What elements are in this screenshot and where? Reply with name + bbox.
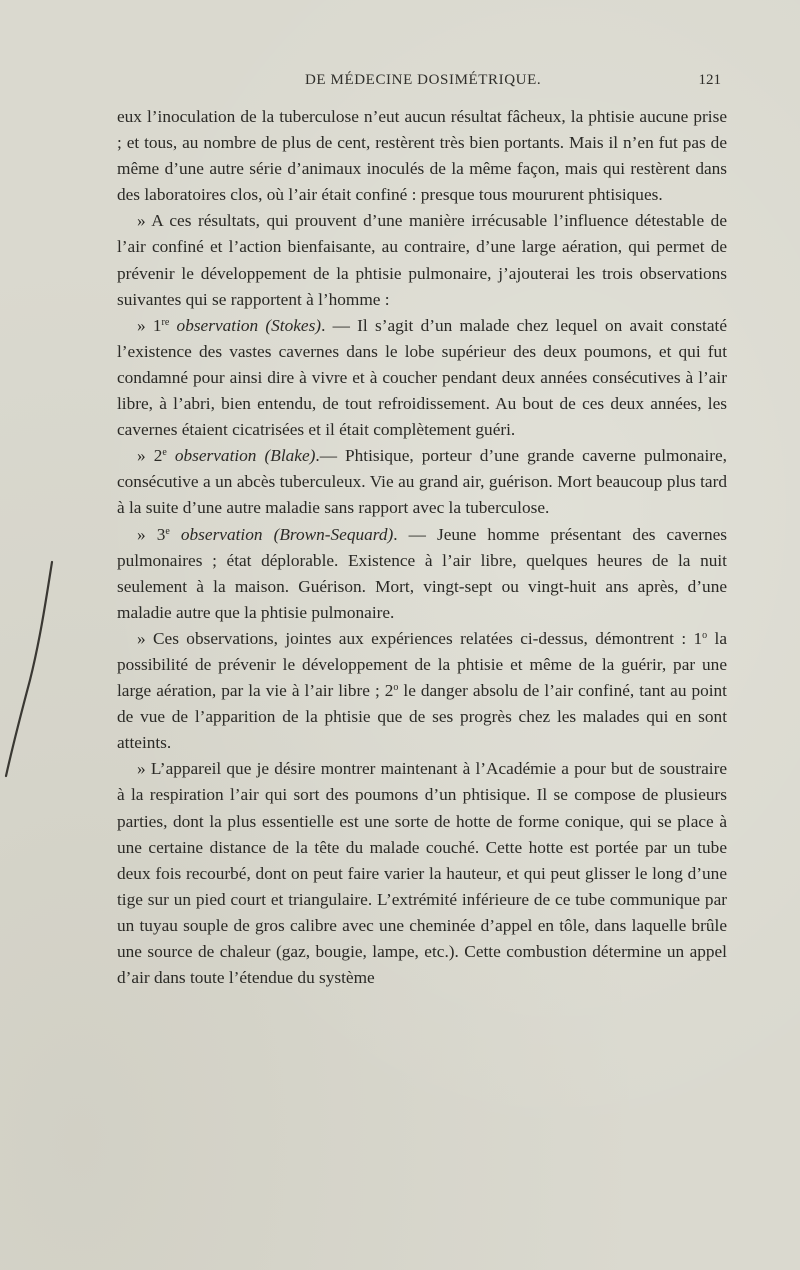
paragraph-observation-3 [117,522,727,626]
observation-3-author: (Brown-Sequard) [273,524,394,544]
observation-3-title: observation [169,524,263,544]
conclusions-part-a: » Ces observations, jointes aux expériences relatées ci-dessus, démontrent : 1 [137,628,703,648]
body-text [117,104,727,991]
observation-3-space [263,525,274,544]
observation-2-title: observation [166,446,257,466]
observation-2-author: (Blake) [264,446,316,466]
observation-1-title: observation [169,315,259,335]
running-head [117,72,725,94]
observation-3-lead: » 3 [137,524,166,544]
observation-1-lead: » 1 [137,315,162,335]
observation-1-ordinal: re [161,316,170,328]
paragraph-continuation: eux l’inoculation de la tuberculose n’eut aucun résultat fâcheux, la phtisie aucune prise ; et tous, au nombre de plus de cent, restèrent très bien portants. Mais il n’en fut pas de même d’une autre série d’animaux inoculés de la même façon, mais qui restèrent dans des laboratoires clos, où l’air était confiné : presque tous moururent phtisiques. [117,107,727,205]
running-title: DE MÉDECINE DOSIMÉTRIQUE. [305,72,542,88]
page-number: 121 [698,72,721,88]
observation-3-ordinal: e [165,525,170,537]
observation-2-text: .— Phtisique, porteur d’une grande caverne pulmonaire, consécutive a un abcès tuberculeux. Vie au grand air, guérison. Mort beaucoup plus tard à la suite d’une autre maladie sans rapport avec la tuberculose. [117,446,727,518]
conclusions-ordinal-2: o [393,682,399,694]
paragraph-observation-1 [117,313,727,443]
paragraph-conclusions [117,626,727,756]
observation-2-ordinal: e [162,447,167,459]
paragraph-intro-observations: » A ces résultats, qui prouvent d’une manière irrécusable l’influence détestable de l’air confiné et l’action bienfaisante, au contraire, d’une large aération, qui permet de prévenir le développement de la phtisie pulmonaire, j’ajouterai les trois observations suivantes qui se rapportent à l’homme : [117,211,727,309]
observation-1-author: (Stokes) [265,315,322,335]
observation-2-space [256,446,264,465]
observation-2-lead: » 2 [137,446,163,466]
paragraph-observation-2 [117,443,727,521]
observation-3-text: . — Jeune homme présentant des cavernes pulmonaires ; état déplorable. Existence à l’air libre, quelques heures de la nuit seulement à la maison. Guérison. Mort, vingt-sept ou vingt-huit ans après, d’une maladie autre que la phtisie pulmonaire. [117,524,727,622]
conclusions-part-b: la possibilité de prévenir le développement de la phtisie et même de la guérir, par une large aération, par la vie à l’air libre ; 2 [117,628,728,701]
conclusions-ordinal-1: o [702,629,708,641]
observation-1-text: . — Il s’agit d’un malade chez lequel on avait constaté l’existence des vastes cavernes dans le lobe supérieur des deux poumons, et qui fut condamné pour ainsi dire à vivre et à coucher pendant deux années consécutives à l’air libre, à l’abri, bien entendu, de tout refroidissement. Au bout de ces deux années, les cavernes étaient cicatrisées et il était complètement guéri. [117,315,727,440]
conclusions-part-c: le danger absolu de l’air confiné, tant au point de vue de l’apparition de la phtisie que de ses progrès chez les malades qui en sont atteints. [117,681,727,753]
paragraph-apparatus: » L’appareil que je désire montrer maintenant à l’Académie a pour but de soustraire à la respiration l’air qui sort des poumons d’un phtisique. Il se compose de plusieurs parties, dont la plus essentielle est une sorte de hotte de forme conique, qui se place à une certaine distance de la tête du malade couché. Cette hotte est portée par un tube deux fois recourbé, dont on peut faire varier la hauteur, et qui peut glisser le long d’une tige sur un pied court et triangulaire. L’extrémité inférieure de ce tube communique par un tuyau souple de gros calibre avec une cheminée d’appel en tôle, dans laquelle brûle une source de chaleur (gaz, bougie, lampe, etc.). Cette combustion détermine un appel d’air dans toute l’étendue du système [117,759,727,988]
page-edge-mark [0,560,60,780]
